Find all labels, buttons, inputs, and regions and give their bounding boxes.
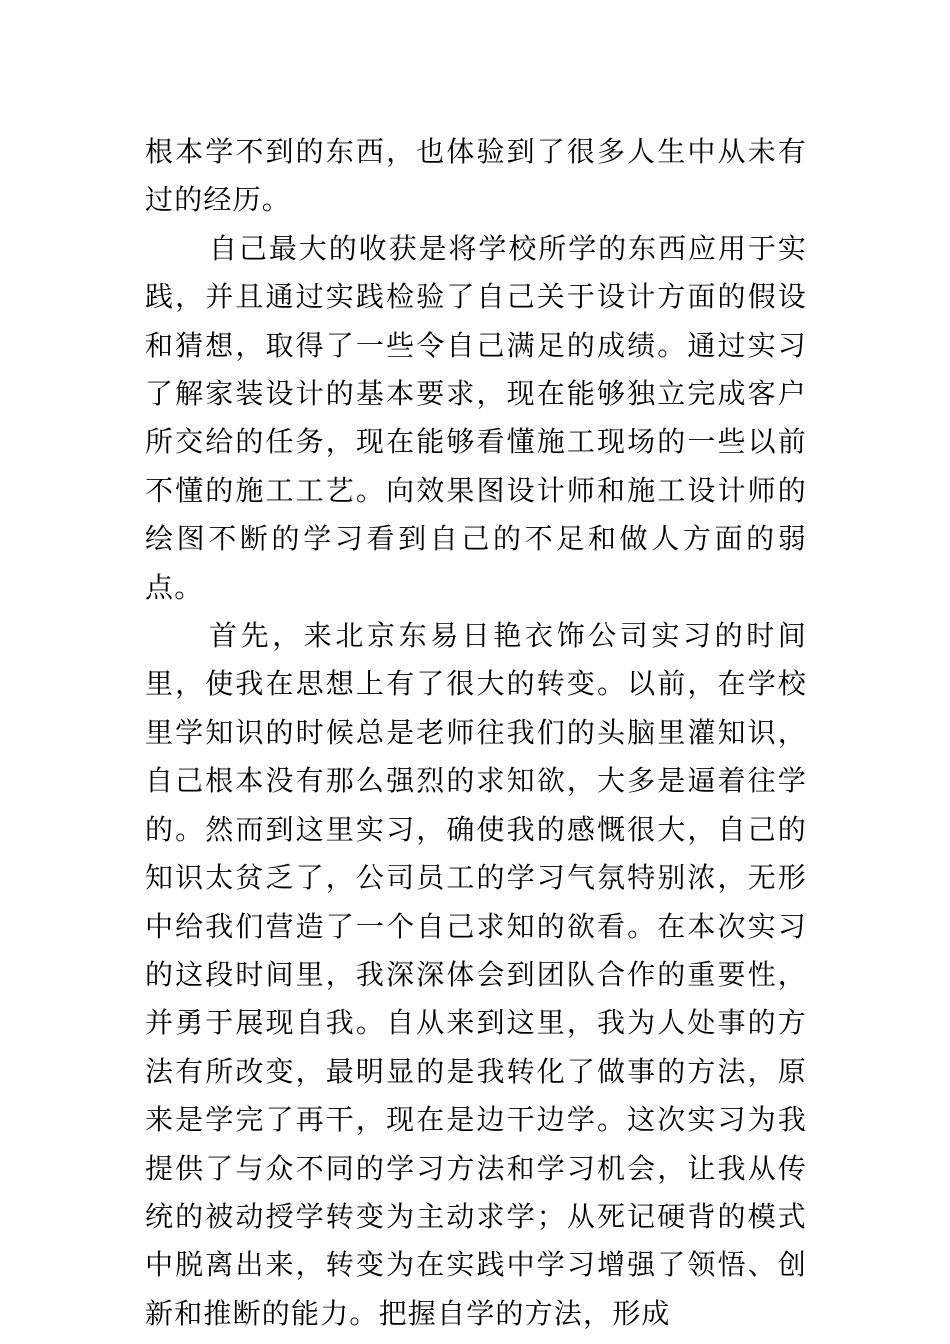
paragraph-3: 首先，来北京东易日艳衣饰公司实习的时间里，使我在思想上有了很大的转变。以前，在学校里学知识的时候总是老师往我们的头脑里灌知识，自己根本没有那么强烈的求知欲，大多是逼着往学的。然而到这里实习，确使我的感慨很大，自己的知识太贫乏了，公司员工的学习气氛特别浓，无形中给我们营造了一个自己求知的欲看。在本次实习的这段时间里，我深深体会到团队合作的重要性，并勇于展现自我。自从来到这里，我为人处事的方法有所改变，最明显的是我转化了做事的方法，原来是学完了再干，现在是边干边学。这次实习为我提供了与众不同的学习方法和学习机会，让我从传统的被动授学转变为主动求学；从死记硬背的模式中脱离出来，转变为在实践中学习增强了领悟、创新和推断的能力。把握自学的方法，形成 [145,619,807,1330]
paragraph-2: 自己最大的收获是将学校所学的东西应用于实践，并且通过实践检验了自己关于设计方面的假设和猜想，取得了一些令自己满足的成绩。通过实习了解家装设计的基本要求，现在能够独立完成客户所交给的任务，现在能够看懂施工现场的一些以前不懂的施工工艺。向效果图设计师和施工设计师的绘图不断的学习看到自己的不足和做人方面的弱点。 [145,231,807,604]
document-body [145,128,807,1338]
paragraph-1: 根本学不到的东西，也体验到了很多人生中从未有过的经历。 [145,135,807,217]
